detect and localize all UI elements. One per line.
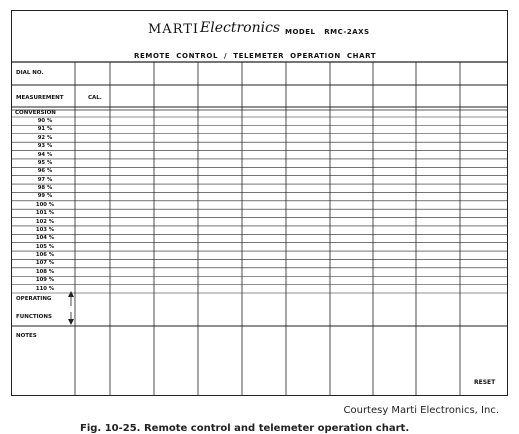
up-arrow-icon — [68, 291, 74, 297]
model-value: RMC-2AXS — [324, 28, 370, 36]
courtesy-caption: Courtesy Marti Electronics, Inc. — [343, 405, 499, 416]
functions-label: FUNCTIONS — [16, 314, 52, 320]
figure-caption: Fig. 10-25. Remote control and telemeter operation chart. — [80, 423, 410, 434]
conversion-step-label: 104 % — [35, 235, 55, 242]
conversion-label: CONVERSION — [15, 110, 56, 116]
conversion-step-label: 100 % — [35, 201, 55, 208]
conversion-step-label: 96 % — [37, 168, 53, 175]
conversion-step-label: 105 % — [35, 243, 55, 250]
conversion-step-label: 90 % — [37, 118, 53, 124]
conversion-step-label: 107 % — [35, 260, 55, 267]
conversion-step-label: 103 % — [35, 226, 55, 233]
chart-subtitle: REMOTE CONTROL / TELEMETER OPERATION CHART — [134, 52, 377, 60]
dial-no-label: DIAL NO. — [16, 70, 44, 76]
conversion-step-label: 98 % — [37, 185, 53, 192]
conversion-step-label: 109 % — [35, 277, 55, 284]
conversion-step-label: 91 % — [37, 126, 53, 133]
measurement-label: MEASUREMENT — [16, 95, 64, 101]
conversion-step-label: 93 % — [37, 143, 53, 150]
operating-label: OPERATING — [16, 296, 52, 302]
cal-label: CAL. — [88, 95, 102, 101]
notes-label: NOTES — [16, 333, 37, 339]
model-label: MODEL — [285, 28, 316, 36]
conversion-step-label: 110 % — [35, 285, 55, 292]
conversion-step-label: 106 % — [35, 252, 55, 259]
conversion-step-label: 102 % — [35, 218, 55, 225]
conversion-step-label: 92 % — [37, 134, 53, 141]
conversion-step-label: 95 % — [37, 159, 53, 166]
conversion-step-label: 94 % — [37, 151, 53, 158]
conversion-step-label: 97 % — [37, 176, 53, 183]
conversion-step-label: 108 % — [35, 268, 55, 275]
reset-label: RESET — [474, 379, 496, 386]
down-arrow-icon — [68, 319, 74, 325]
conversion-step-label: 99 % — [37, 193, 53, 200]
conversion-step-label: 101 % — [35, 210, 55, 217]
brand-name: MARTI — [148, 22, 200, 37]
brand-script: Electronics — [200, 20, 281, 36]
